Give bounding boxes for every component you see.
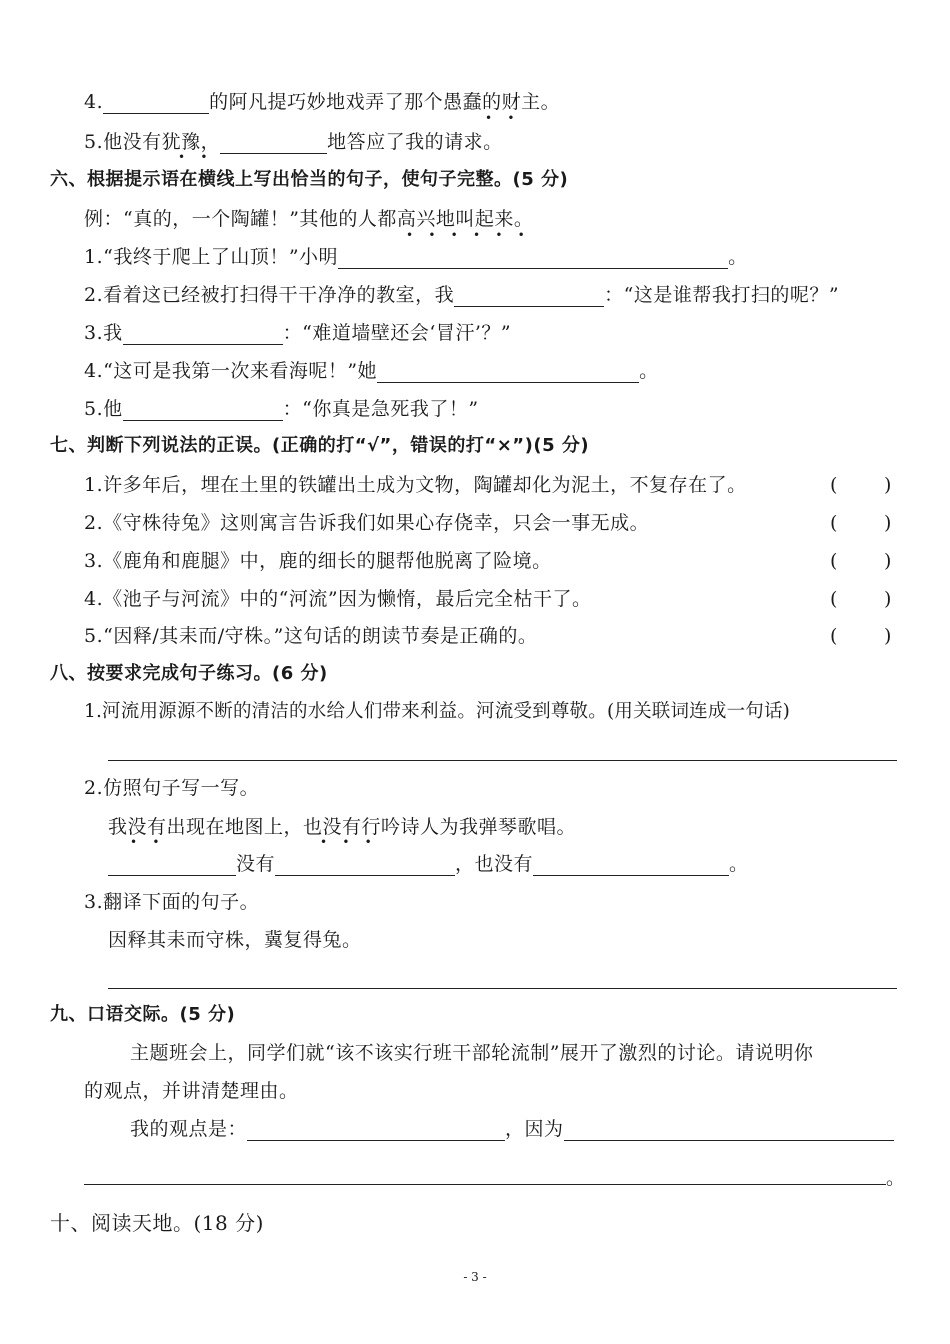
answer-blank[interactable] [247,1120,505,1141]
answer-blank[interactable] [108,855,236,876]
judge-item-1: 1.许多年后，埋在土里的铁罐出土成为文物，陶罐却化为泥土，不复存在了。 [84,474,747,496]
sec6-example: 例：“真的，一个陶罐！”其他的人都高兴地叫起来。 [84,208,534,230]
answer-paren-open[interactable]: ( [830,550,838,572]
sec9-end: 。 [886,1167,906,1189]
answer-blank[interactable] [103,93,209,114]
emphasis-dots: • • [485,111,515,125]
judge-item-2: 2.《守株待兔》这则寓言告诉我们如果心存侥幸，只会一事无成。 [84,512,650,534]
sec7-title: 七、判断下列说法的正误。(正确的打“√”，错误的打“×”)(5 分) [50,435,590,456]
answer-blank[interactable] [220,133,327,154]
answer-line[interactable] [84,1184,886,1185]
answer-paren-open[interactable]: ( [830,512,838,534]
sec6-q1: 1.“我终于爬上了山顶！”小明 。 [84,246,748,268]
sec9-title: 九、口语交际。(5 分) [50,1004,236,1025]
emphasis-dots: • • • • • • [406,228,525,242]
answer-line[interactable] [108,760,897,761]
answer-line[interactable] [108,988,897,989]
emphasis-dots: • • • [320,835,372,849]
answer-paren-close[interactable]: ) [884,625,892,647]
answer-blank[interactable] [533,855,729,876]
sec6-q2: 2.看着这已经被打扫得干干净净的教室，我 ：“这是谁帮我打扫的呢？” [84,284,840,306]
sec8-title: 八、按要求完成句子练习。(6 分) [50,663,328,684]
sec9-viewpoint: 我的观点是： ，因为 [130,1115,894,1143]
answer-paren-open[interactable]: ( [830,474,838,496]
answer-paren-close[interactable]: ) [884,588,892,610]
sec8-q2-imitate: 没有 ，也没有 。 [108,850,749,878]
sec9-paragraph-1: 主题班会上，同学们就“该不该实行班干部轮流制”展开了激烈的讨论。请说明你 [130,1042,814,1064]
answer-blank[interactable] [454,286,604,307]
sec10-title: 十、阅读天地。(18 分) [50,1211,264,1235]
sec6-q4: 4.“这可是我第一次来看海呢！”她 。 [84,360,659,382]
sec6-q3: 3.我 ：“难道墙壁还会‘冒汗’？” [84,322,512,344]
answer-paren-close[interactable]: ) [884,550,892,572]
sec5-q5: 5.他没有犹豫， 地答应了我的请求。 [84,131,503,153]
judge-item-4: 4.《池子与河流》中的“河流”因为懒惰，最后完全枯干了。 [84,588,592,610]
answer-blank[interactable] [564,1120,894,1141]
answer-paren-close[interactable]: ) [884,474,892,496]
answer-blank[interactable] [123,324,283,345]
answer-blank[interactable] [275,855,455,876]
sec9-paragraph-2: 的观点，并讲清楚理由。 [84,1080,299,1102]
answer-paren-close[interactable]: ) [884,512,892,534]
answer-paren-open[interactable]: ( [830,625,838,647]
sec8-q2: 2.仿照句子写一写。 [84,777,260,799]
judge-item-5: 5.“因释/其耒而/守株。”这句话的朗读节奏是正确的。 [84,625,538,647]
emphasis-dots: • • [178,150,208,164]
sec8-q2-model: 我没有出现在地图上，也没有行吟诗人为我弹琴歌唱。 [108,816,577,838]
answer-blank[interactable] [338,248,728,269]
sec6-title: 六、根据提示语在横线上写出恰当的句子，使句子完整。(5 分) [50,169,569,190]
sec6-q5: 5.他 ：“你真是急死我了！” [84,398,479,420]
answer-paren-open[interactable]: ( [830,588,838,610]
sec8-q1: 1.河流用源源不断的清洁的水给人们带来利益。河流受到尊敬。(用关联词连成一句话) [84,701,791,722]
answer-blank[interactable] [123,400,283,421]
judge-item-3: 3.《鹿角和鹿腿》中，鹿的细长的腿帮他脱离了险境。 [84,550,552,572]
sec8-q3: 3.翻译下面的句子。 [84,891,260,913]
answer-blank[interactable] [377,362,639,383]
sec8-q3-text: 因释其耒而守株，冀复得兔。 [108,929,362,951]
sec5-q4: 4. 的阿凡提巧妙地戏弄了那个愚蠢的财主。 [84,91,561,113]
emphasis-dots: • • [130,835,160,849]
page-number: - 3 - [463,1270,487,1284]
